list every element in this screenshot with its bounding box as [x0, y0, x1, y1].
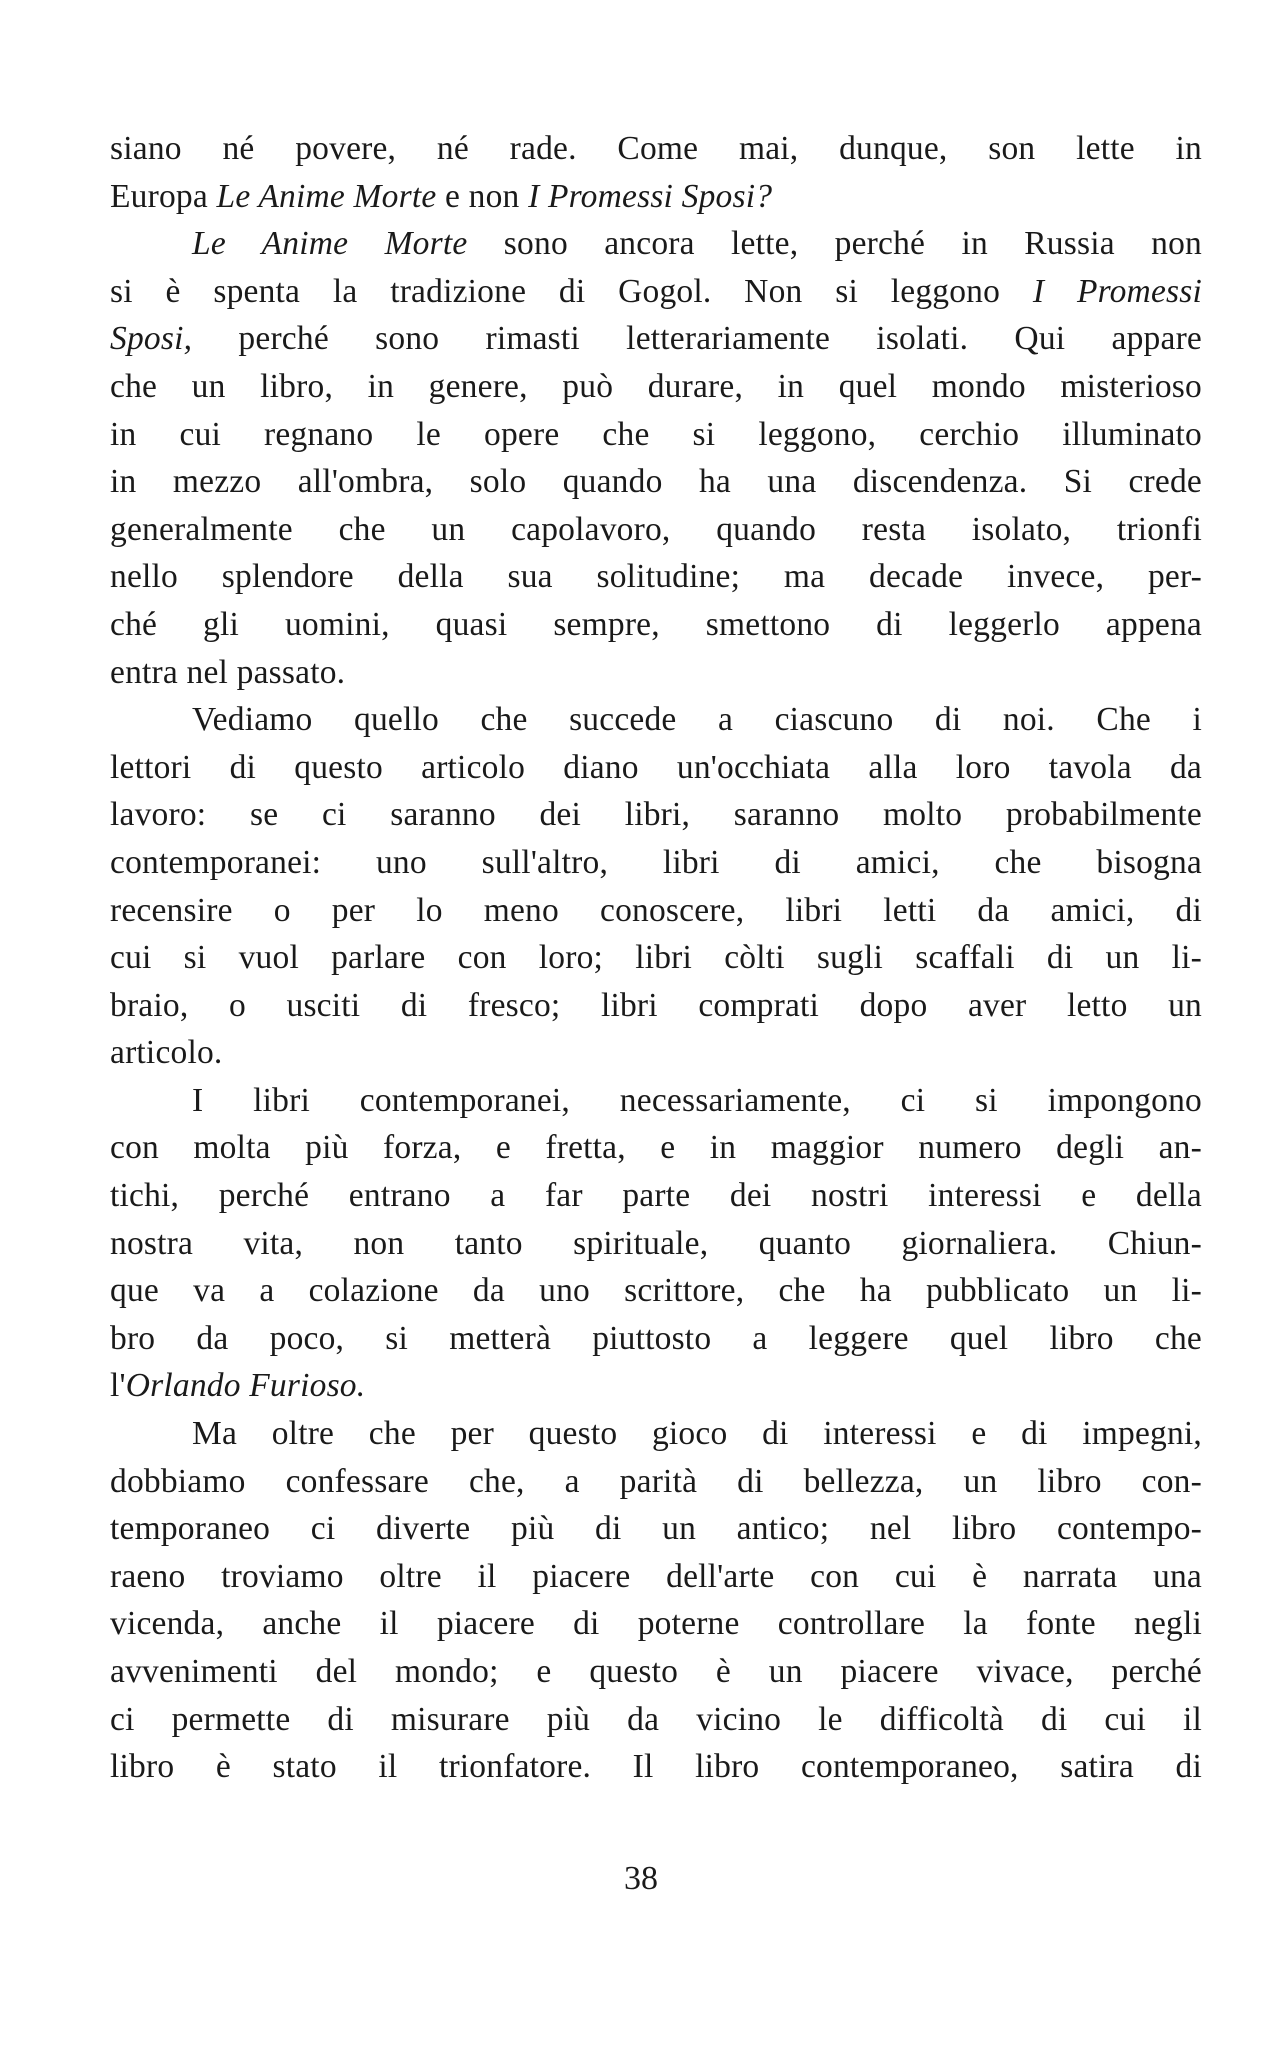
text-run: temporaneo ci diverte più di un antico; nel libro contempo- [110, 1510, 1202, 1548]
text-run: e non [436, 177, 529, 215]
text-line [110, 173, 1202, 221]
text-line [110, 125, 1202, 173]
text-run: braio, o usciti di fresco; libri comprati dopo aver letto un [110, 986, 1202, 1024]
text-line [110, 887, 1202, 935]
text-line [110, 791, 1202, 839]
text-line [110, 1029, 1202, 1077]
italic-title: Orlando Furioso. [125, 1367, 366, 1405]
body-text [110, 125, 1202, 1791]
text-line [110, 363, 1202, 411]
text-line [110, 1648, 1202, 1696]
text-run: perché sono rimasti letterariamente isolati. Qui appare [192, 320, 1202, 358]
text-run: libro è stato il trionfatore. Il libro contemporaneo, satira di [110, 1748, 1202, 1786]
text-run: l' [110, 1367, 126, 1405]
text-run: lettori di questo articolo diano un'occhiata alla loro tavola da [110, 748, 1202, 786]
text-run: Ma oltre che per questo gioco di interessi e di impegni, [192, 1415, 1202, 1453]
italic-title: I Promessi [1032, 272, 1202, 310]
text-line [110, 553, 1202, 601]
text-run: Vediamo quello che succede a ciascuno di noi. Che i [192, 701, 1202, 739]
text-run: ci permette di misurare più da vicino le difficoltà di cui il [110, 1700, 1202, 1738]
text-run: lavoro: se ci saranno dei libri, saranno molto probabilmente [110, 796, 1202, 834]
text-run: in mezzo all'ombra, solo quando ha una discendenza. Si crede [110, 463, 1202, 501]
text-run: raeno troviamo oltre il piacere dell'arte con cui è narrata una [110, 1557, 1202, 1595]
text-run: Europa [110, 177, 217, 215]
text-run: generalmente che un capolavoro, quando resta isolato, trionfi [110, 510, 1202, 548]
text-line [110, 1172, 1202, 1220]
text-line [110, 839, 1202, 887]
text-line [110, 268, 1202, 316]
text-line [110, 1505, 1202, 1553]
text-line [110, 1696, 1202, 1744]
text-run: articolo. [110, 1034, 223, 1072]
text-run: bro da poco, si metterà piuttosto a leggere quel libro che [110, 1319, 1202, 1357]
text-run: contemporanei: uno sull'altro, libri di amici, che bisogna [110, 843, 1202, 881]
text-line [110, 696, 1202, 744]
text-run: siano né povere, né rade. Come mai, dunque, son lette in [110, 130, 1202, 167]
text-line [110, 1743, 1202, 1791]
text-run: ché gli uomini, quasi sempre, smettono di leggerlo appena [110, 605, 1202, 643]
text-run: avvenimenti del mondo; e questo è un piacere vivace, perché [110, 1653, 1202, 1690]
text-line [110, 1410, 1202, 1458]
text-run: cui si vuol parlare con loro; libri còlti sugli scaffali di un li- [110, 939, 1202, 977]
italic-title: I Promessi Sposi? [528, 177, 773, 215]
italic-title: Le Anime Morte [216, 177, 437, 215]
text-run: que va a colazione da uno scrittore, che ha pubblicato un li- [110, 1272, 1202, 1310]
text-run: sono ancora lette, perché in Russia non [467, 225, 1202, 263]
text-run: recensire o per lo meno conoscere, libri letti da amici, di [110, 891, 1202, 929]
text-run: I libri contemporanei, necessariamente, ci si impongono [192, 1081, 1202, 1119]
text-run: vicenda, anche il piacere di poterne controllare la fonte negli [110, 1605, 1202, 1643]
text-run: tichi, perché entrano a far parte dei nostri interessi e della [110, 1177, 1202, 1215]
text-run: entra nel passato. [110, 653, 346, 691]
text-run: si è spenta la tradizione di Gogol. Non si leggono [110, 272, 1033, 310]
text-line [110, 1267, 1202, 1315]
text-line [110, 1315, 1202, 1363]
text-run: nello splendore della sua solitudine; ma decade invece, per- [110, 558, 1202, 596]
text-line [110, 934, 1202, 982]
italic-title: Sposi, [110, 320, 193, 358]
text-line [110, 601, 1202, 649]
text-line [110, 1553, 1202, 1601]
text-line [110, 649, 1202, 697]
text-run: che un libro, in genere, può durare, in quel mondo misterioso [110, 367, 1202, 405]
text-line [110, 315, 1202, 363]
text-line [110, 1362, 1202, 1410]
text-line [110, 1600, 1202, 1648]
italic-title: Le Anime Morte [192, 225, 468, 263]
text-run: in cui regnano le opere che si leggono, cerchio illuminato [110, 415, 1202, 453]
text-line [110, 411, 1202, 459]
text-line [110, 1458, 1202, 1506]
text-run: dobbiamo confessare che, a parità di bellezza, un libro con- [110, 1462, 1202, 1500]
text-line [110, 506, 1202, 554]
text-line [110, 1077, 1202, 1125]
text-line [110, 458, 1202, 506]
text-run: con molta più forza, e fretta, e in maggior numero degli an- [110, 1129, 1202, 1167]
text-line [110, 982, 1202, 1030]
text-line [110, 1220, 1202, 1268]
page-number: 38 [624, 1860, 658, 1897]
text-line [110, 1124, 1202, 1172]
text-line [110, 220, 1202, 268]
text-run: nostra vita, non tanto spirituale, quanto giornaliera. Chiun- [110, 1224, 1202, 1262]
text-line [110, 744, 1202, 792]
